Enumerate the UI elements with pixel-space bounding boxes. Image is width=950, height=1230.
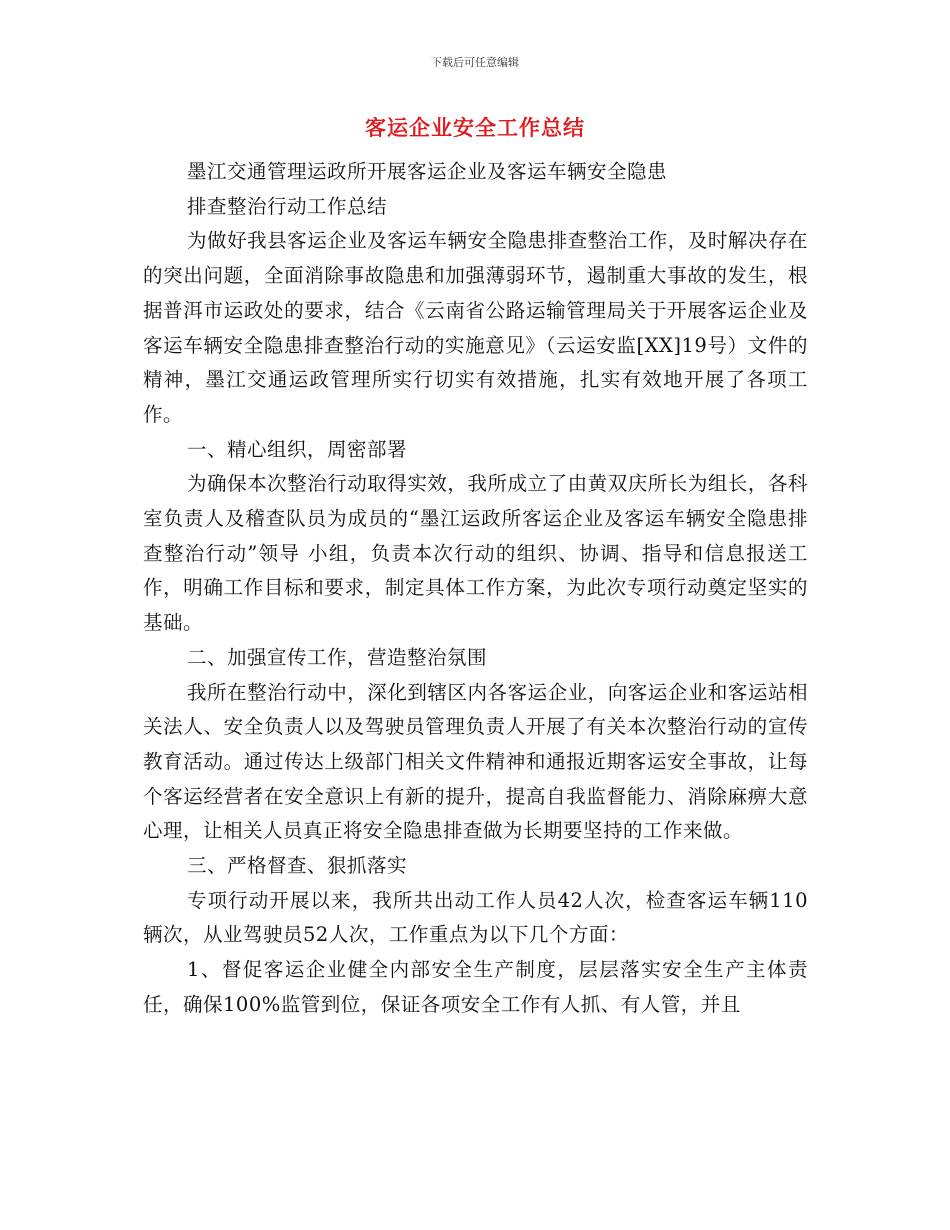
paragraph: 墨江交通管理运政所开展客运企业及客运车辆安全隐患 bbox=[187, 160, 668, 183]
paragraph: 专项行动开展以来，我所共出动工作人员42人次，检查客运车辆110辆次，从业驾驶员52人次，工作重点为以下几个方面： bbox=[143, 888, 808, 947]
paragraph: 我所在整治行动中，深化到辖区内各客运企业，向客运企业和客运站相关法人、安全负责人以及驾驶员管理负责人开展了有关本次整治行动的宣传教育活动。通过传达上级部门相关文件精神和通报近期客运安全事故，让每个客运经营者在安全意识上有新的提升，提高自我监督能力、消除麻痹大意心理，让相关人员真正将安全隐患排查做为长期要坚持的工作来做。 bbox=[143, 680, 808, 843]
paragraph: 为确保本次整治行动取得实效，我所成立了由黄双庆所长为组长，各科室负责人及稽查队员为成员的“墨江运政所客运企业及客运车辆安全隐患排查整治行动”领导 小组，负责本次行动的组织、协调、指导和信息报送工作，明确工作目标和要求，制定具体工作方案，为此次专项行动奠定坚实的基础。 bbox=[143, 472, 808, 635]
document-title: 客运企业安全工作总结 bbox=[365, 116, 585, 140]
section-heading: 一、精心组织，周密部署 bbox=[187, 437, 408, 461]
paragraph: 为做好我县客运企业及客运车辆安全隐患排查整治工作，及时解决存在的突出问题，全面消除事故隐患和加强薄弱环节，遏制重大事故的发生，根据普洱市运政处的要求，结合《云南省公路运输管理局关于开展客运企业及客运车辆安全隐患排查整治行动的实施意见》（云运安监[XX]19号）文件的精神，墨江交通运政管理所实行切实有效措施，扎实有效地开展了各项工作。 bbox=[143, 229, 808, 426]
section-heading: 三、严格督查、狠抓落实 bbox=[187, 854, 408, 878]
header-note: 下载后可任意编辑 bbox=[431, 56, 519, 69]
paragraph: 排查整治行动工作总结 bbox=[187, 194, 388, 218]
section-heading: 二、加强宣传工作，营造整治氛围 bbox=[187, 645, 488, 669]
paragraph: 1、督促客运企业健全内部安全生产制度，层层落实安全生产主体责任，确保100%监管到位，保证各项安全工作有人抓、有人管，并且 bbox=[143, 958, 808, 1016]
document-body bbox=[143, 155, 808, 1023]
